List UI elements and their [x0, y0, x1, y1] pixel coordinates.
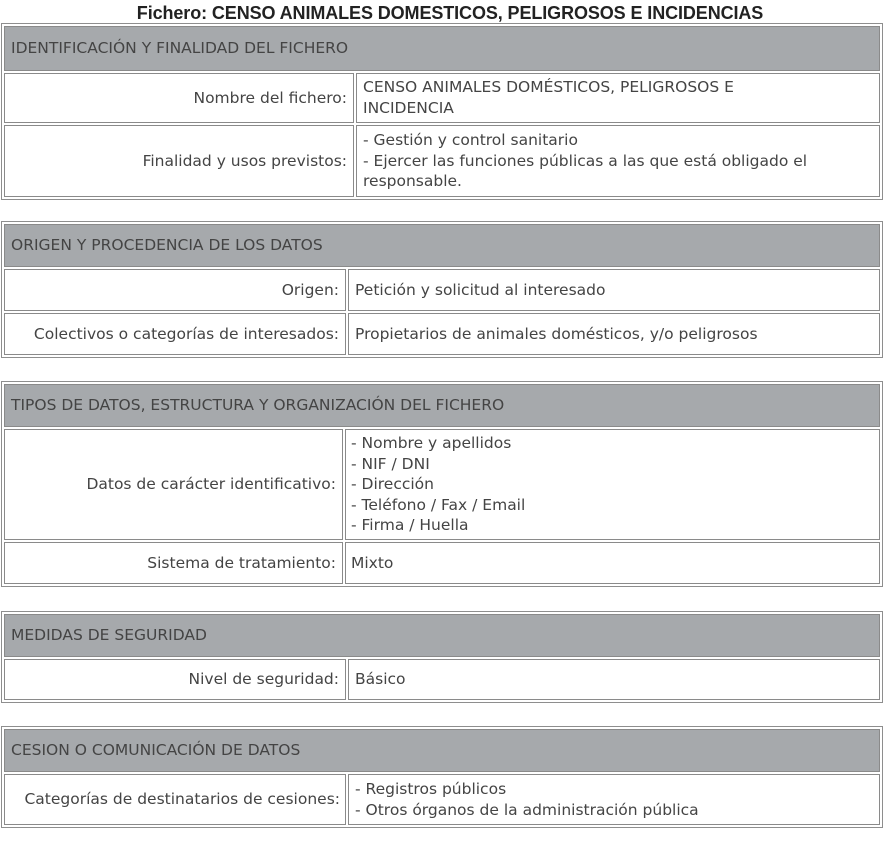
- value-line: - Nombre y apellidos: [351, 434, 512, 453]
- row-label: Nivel de seguridad:: [4, 659, 346, 700]
- row-label: Finalidad y usos previstos:: [4, 125, 354, 197]
- value-line: CENSO ANIMALES DOMÉSTICOS, PELIGROSOS E: [363, 78, 734, 97]
- value-line: INCIDENCIA: [363, 98, 454, 117]
- row-value: [348, 659, 880, 700]
- row-label: Origen:: [4, 269, 346, 310]
- section-header: IDENTIFICACIÓN Y FINALIDAD DEL FICHERO: [4, 26, 880, 71]
- value-line: Básico: [355, 670, 406, 689]
- section-origen: [1, 221, 883, 358]
- value-line: Petición y solicitud al interesado: [355, 280, 606, 299]
- page-title: Fichero: CENSO ANIMALES DOMESTICOS, PELIGROSOS E INCIDENCIAS: [136, 3, 764, 23]
- row-label: Datos de carácter identificativo:: [4, 429, 343, 540]
- section-identificacion: [1, 23, 883, 200]
- row-label: Nombre del fichero:: [4, 73, 354, 124]
- value-line: - NIF / DNI: [351, 454, 430, 473]
- value-line: Propietarios de animales domésticos, y/o peligrosos: [355, 324, 758, 343]
- value-line: - Teléfono / Fax / Email: [351, 495, 526, 514]
- section-header: ORIGEN Y PROCEDENCIA DE LOS DATOS: [4, 224, 880, 267]
- value-line: - Gestión y control sanitario: [363, 131, 578, 150]
- value-line: - Ejercer las funciones públicas a las que está obligado el: [363, 151, 808, 170]
- section-header: MEDIDAS DE SEGURIDAD: [4, 614, 880, 657]
- row-label: Categorías de destinatarios de cesiones:: [4, 774, 346, 825]
- row-value: [345, 542, 880, 584]
- row-value: [345, 429, 880, 540]
- section-header: TIPOS DE DATOS, ESTRUCTURA Y ORGANIZACIÓN DEL FICHERO: [4, 384, 880, 427]
- row-value: [348, 313, 880, 355]
- row-value: [348, 774, 880, 825]
- value-line: - Registros públicos: [355, 780, 507, 798]
- row-value: [348, 269, 880, 310]
- value-line: - Firma / Huella: [351, 516, 469, 535]
- row-value: [356, 125, 880, 197]
- row-label: Sistema de tratamiento:: [4, 542, 343, 584]
- value-line: - Otros órganos de la administración pública: [355, 800, 699, 819]
- section-header: CESION O COMUNICACIÓN DE DATOS: [4, 729, 880, 772]
- value-line: Mixto: [351, 553, 394, 572]
- section-medidas-seguridad: [1, 611, 883, 703]
- section-cesion: [1, 726, 883, 828]
- row-value: [356, 73, 880, 124]
- value-line: - Dirección: [351, 475, 434, 494]
- section-tipos-datos: [1, 381, 883, 587]
- row-label: Colectivos o categorías de interesados:: [4, 313, 346, 355]
- value-line: responsable.: [363, 172, 462, 191]
